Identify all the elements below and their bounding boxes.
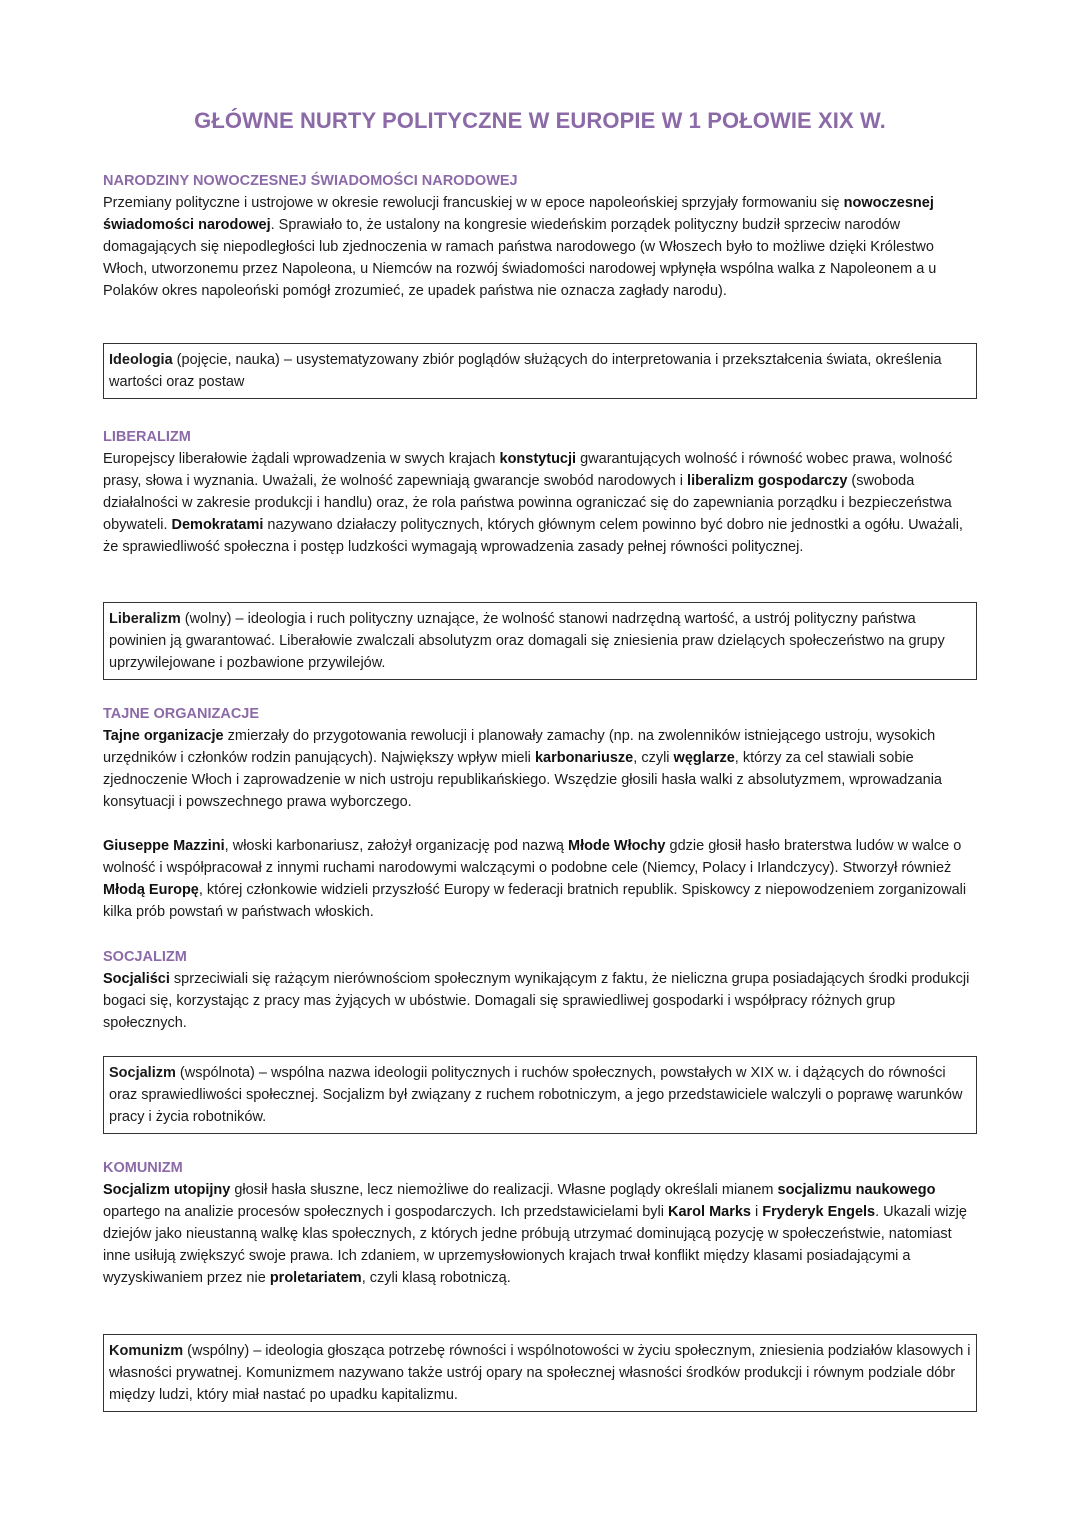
section-narodziny bbox=[103, 170, 977, 302]
paragraph: Tajne organizacje zmierzały do przygotowania rewolucji i planowały zamachy (np. na zwolenników istniejącego ustroju, wysokich urzędników i członków rodzin panujących). Największy wpływ mieli karbonariusze, czyli węglarze, którzy za cel stawiali sobie zjednoczenie Włoch i zaprowadzenie w nich ustroju republikańskiego. Wszędzie głosili hasła walki z absolutyzmem, wprowadzania konsytuacji i powszechnego prawa wyborczego. bbox=[103, 728, 942, 810]
paragraph: Socjaliści sprzeciwiali się rażącym nierównościom społecznym wynikającym z faktu, że nieliczna grupa posiadających środki produkcji bogaci się, korzystając z pracy mas żyjących w ubóstwie. Domagali się sprawiedliwej gospodarki i współpracy różnych grup społecznych. bbox=[103, 971, 970, 1031]
section-heading: LIBERALIZM bbox=[103, 429, 191, 445]
section-heading: TAJNE ORGANIZACJE bbox=[103, 706, 260, 722]
section-heading: KOMUNIZM bbox=[103, 1160, 183, 1176]
definition-term: Komunizm bbox=[109, 1343, 184, 1359]
definition-text: (wspólnota) – wspólna nazwa ideologii politycznych i ruchów społecznych, powstałych w XIX w. i dążących do równości oraz sprawiedliwości społecznej. Socjalizm był związany z ruchem robotniczym, a jego przedstawiciele walczyli o poprawę warunków pracy i życia robotników. bbox=[109, 1065, 963, 1125]
paragraph: Socjalizm utopijny głosił hasła słuszne, lecz niemożliwe do realizacji. Własne poglądy określali mianem socjalizmu naukowego opartego na analizie procesów społecznych i gospodarczych. Ich przedstawicielami byli Karol Marks i Fryderyk Engels. Ukazali wizję dziejów jako nieustanną walkę klas społecznych, z których jedne próbują utrzymać dominującą pozycję w społeczeństwie, natomiast inne usiłują zwiększyć swoje prawa. Ich zdaniem, w uprzemysłowionych krajach trwał konflikt między klasami posiadającymi a wyzyskiwaniem przez nie proletariatem, czyli klasą robotniczą. bbox=[103, 1182, 967, 1286]
paragraph: Giuseppe Mazzini, włoski karbonariusz, założył organizację pod nazwą Młode Włochy gdzie głosił hasło braterstwa ludów w walce o wolność i współpracował z innymi ruchami narodowymi walczącymi o podobne cele (Niemcy, Polacy i Irlandczycy). Stworzył również Młodą Europę, której członkowie widzieli przyszłość Europy w federacji bratnich republik. Spiskowcy z niepowodzeniem zorganizowali kilka prób powstań w państwach włoskich. bbox=[103, 838, 967, 920]
definition-text: (wspólny) – ideologia głosząca potrzebę równości i wspólnotowości w życiu społecznym, zniesienia podziałów klasowych i własności prywatnej. Komunizmem nazywano także ustrój opary na społecznej własności środków produkcji i równym podziale dóbr między ludzi, który miał nastać po upadku kapitalizmu. bbox=[109, 1343, 971, 1403]
definition-box-liberalizm bbox=[103, 602, 977, 680]
definition-box-ideologia bbox=[103, 343, 977, 399]
section-komunizm bbox=[103, 1157, 977, 1289]
section-tajne-organizacje bbox=[103, 703, 977, 923]
definition-text: (wolny) – ideologia i ruch polityczny uznające, że wolność stanowi nadrzędną wartość, a ustrój polityczny państwa powinien ją gwarantować. Liberałowie zwalczali absolutyzm oraz domagali się zniesienia praw dzielących społeczeństwo na grupy uprzywilejowane i pozbawione przywilejów. bbox=[109, 611, 945, 671]
definition-box-komunizm bbox=[103, 1334, 977, 1412]
definition-term: Liberalizm bbox=[109, 611, 181, 627]
definition-term: Socjalizm bbox=[109, 1065, 176, 1081]
section-socjalizm bbox=[103, 946, 977, 1034]
definition-box-socjalizm bbox=[103, 1056, 977, 1134]
definition-text: (pojęcie, nauka) – usystematyzowany zbiór poglądów służących do interpretowania i przekształcenia świata, określenia wartości oraz postaw bbox=[109, 352, 942, 390]
section-heading: NARODZINY NOWOCZESNEJ ŚWIADOMOŚCI NARODOWEJ bbox=[103, 173, 518, 189]
paragraph: Przemiany polityczne i ustrojowe w okresie rewolucji francuskiej w w epoce napoleońskiej sprzyjały formowaniu się nowoczesnej świadomości narodowej. Sprawiało to, że ustalony na kongresie wiedeńskim porządek polityczny budził sprzeciw narodów domagających się niepodległości lub zjednoczenia w ramach państwa narodowego (w Włoszech było to możliwe dzięki Królestwo Włoch, utworzonemu przez Napoleona, u Niemców na rozwój świadomości narodowej wpłynęła wspólna walka z Napoleonem a u Polaków okres napoleoński pomógł zrozumieć, ze upadek państwa nie oznacza zagłady narodu). bbox=[103, 195, 937, 299]
paragraph: Europejscy liberałowie żądali wprowadzenia w swych krajach konstytucji gwarantujących wolność i równość wobec prawa, wolność prasy, słowa i wyznania. Uważali, że wolność zapewniają gwarancje swobód narodowych i liberalizm gospodarczy (swoboda działalności w zakresie produkcji i handlu) oraz, że rola państwa powinna ograniczać się do zapewniania porządku i bezpieczeństwa obywateli. Demokratami nazywano działaczy politycznych, których głównym celem powinno być dobro nie jednostki a ogółu. Uważali, że sprawiedliwość społeczna i postęp ludzkości wymagają wprowadzenia zasady pełnej równości politycznej. bbox=[103, 451, 963, 555]
page-title: GŁÓWNE NURTY POLITYCZNE W EUROPIE W 1 POŁOWIE XIX W. bbox=[194, 108, 886, 133]
section-heading: SOCJALIZM bbox=[103, 949, 187, 965]
definition-term: Ideologia bbox=[109, 352, 173, 368]
section-liberalizm bbox=[103, 426, 977, 558]
